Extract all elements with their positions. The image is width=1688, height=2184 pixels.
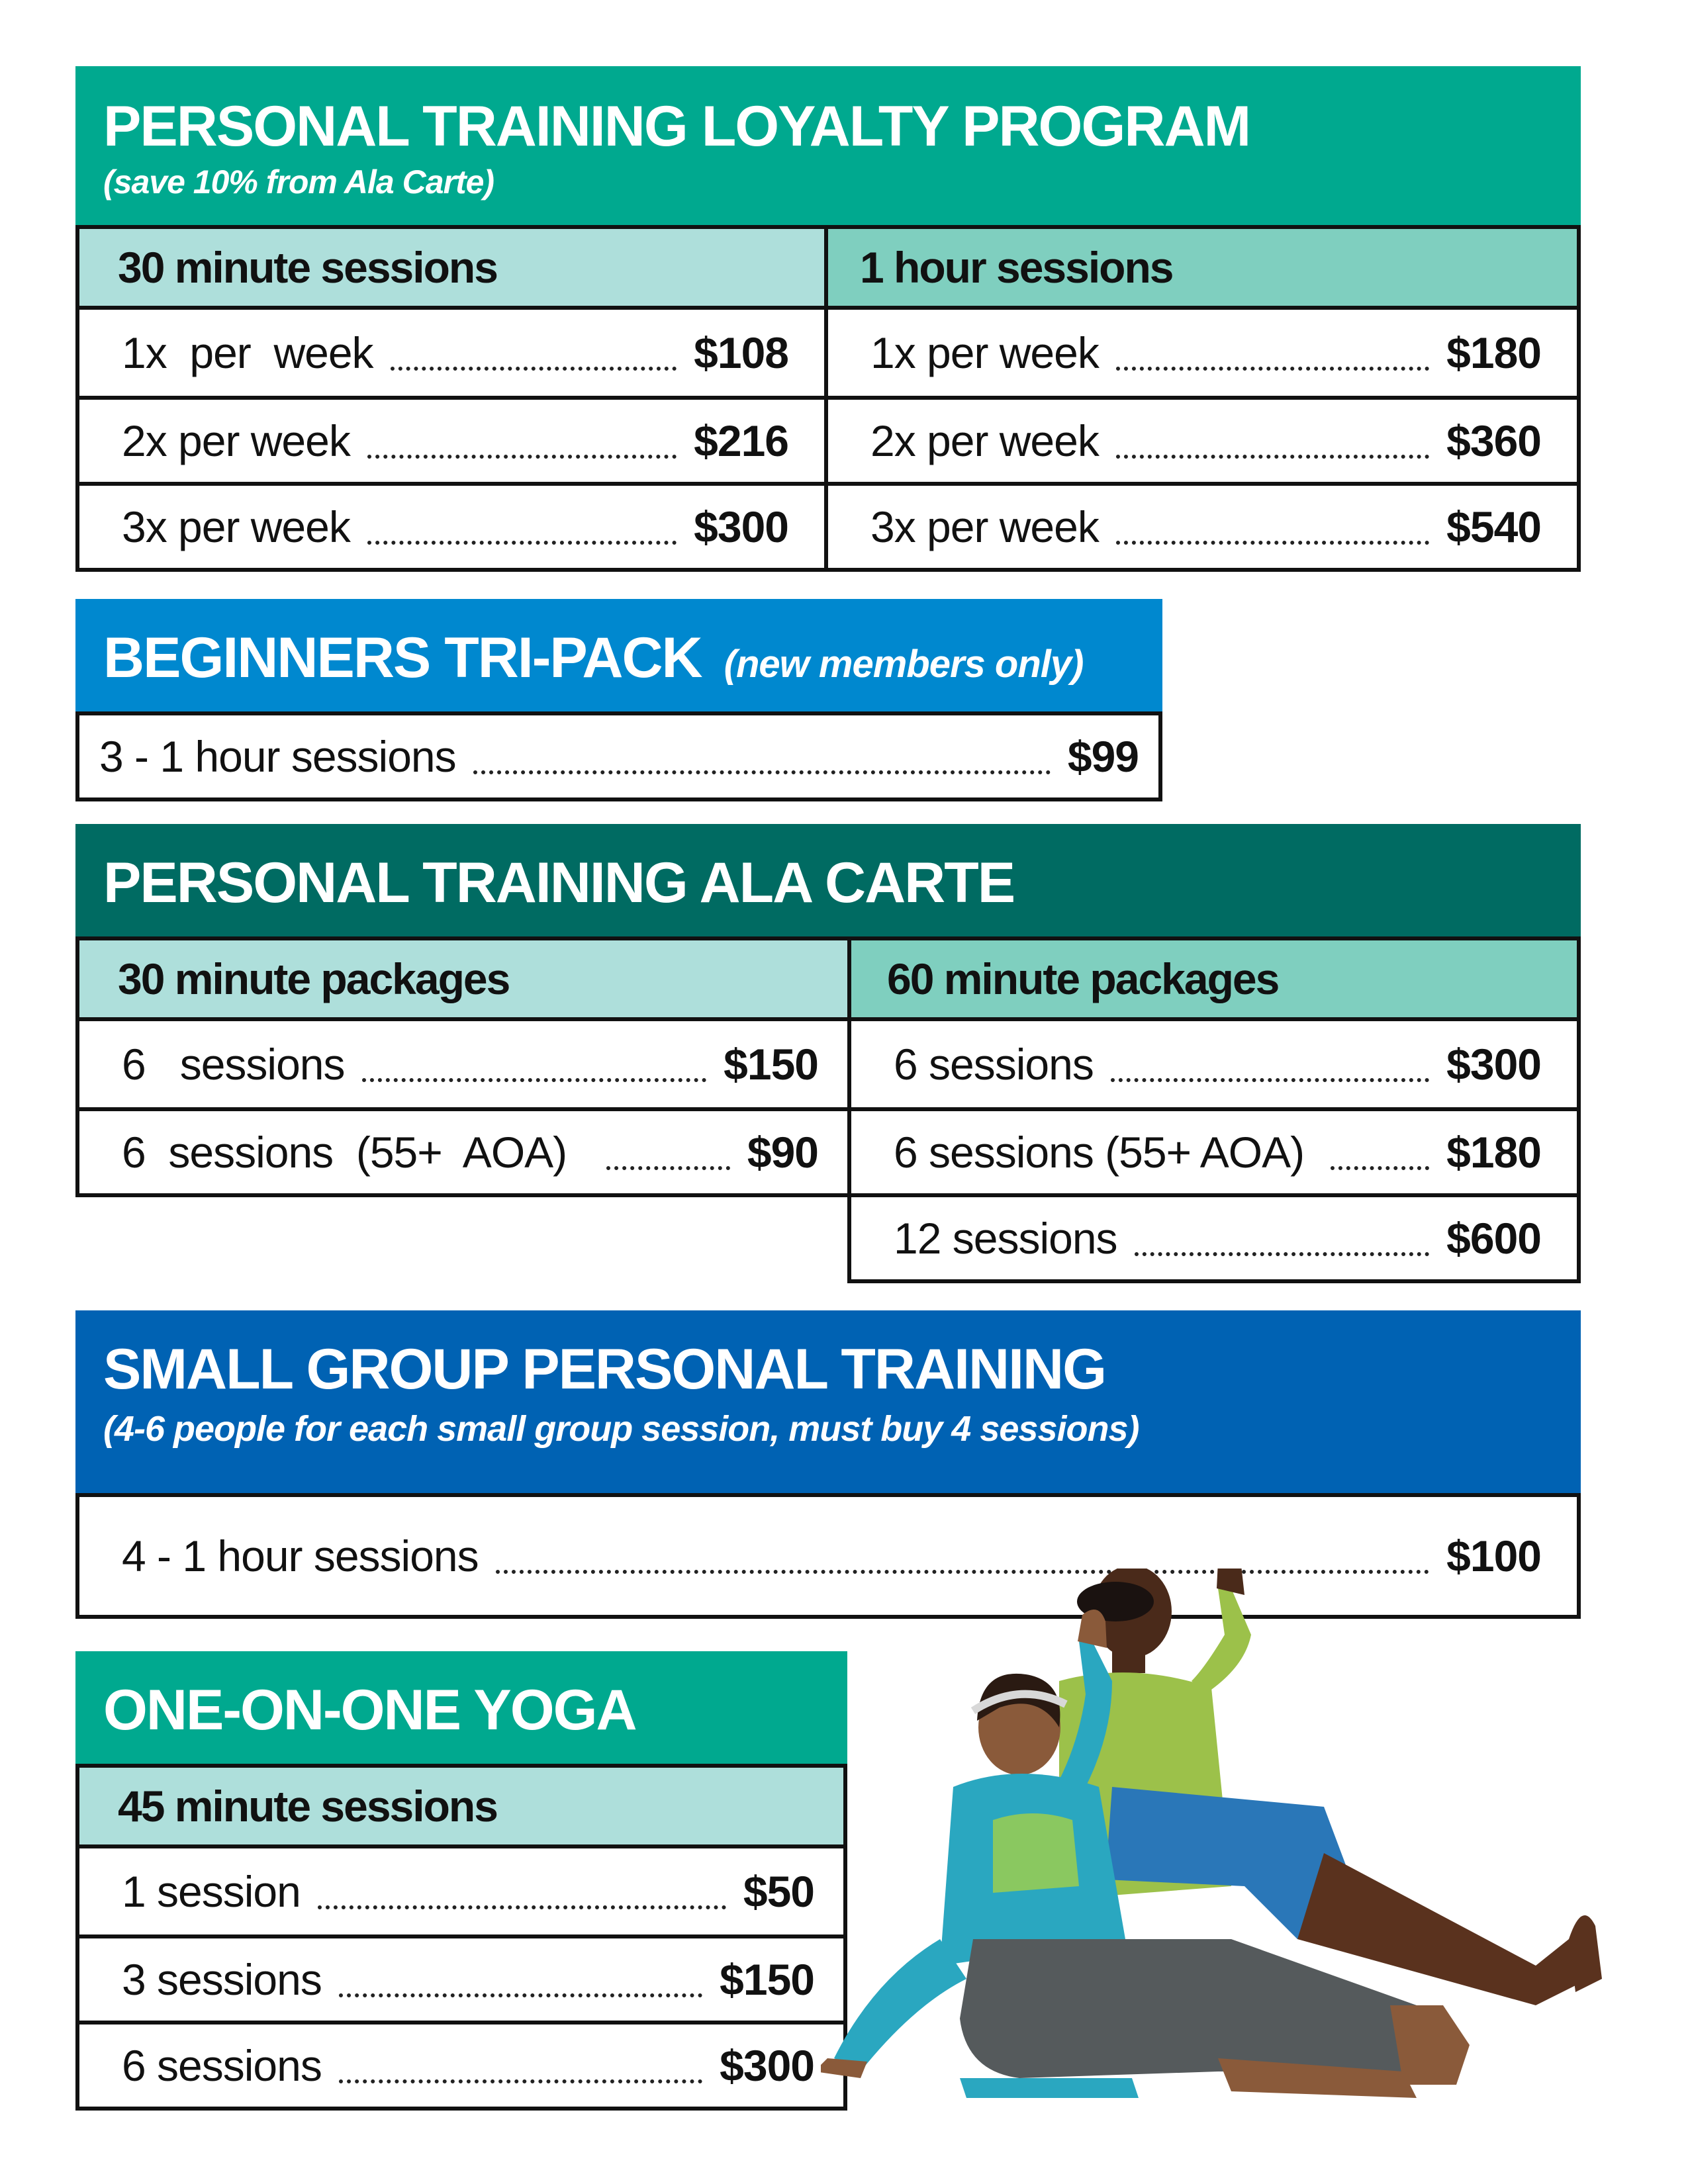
row-price: $99 xyxy=(1067,732,1139,781)
row-label: 2x per week xyxy=(122,416,350,465)
row-label: 3x per week xyxy=(122,502,350,551)
row-label: 3 - 1 hour sessions xyxy=(99,732,456,781)
dot-leader xyxy=(1111,1078,1429,1082)
column-heading: 60 minute packages xyxy=(851,940,1577,1021)
row-price: $300 xyxy=(720,2041,814,2090)
price-row xyxy=(79,310,824,396)
column-heading: 1 hour sessions xyxy=(828,229,1577,310)
price-row xyxy=(828,396,1577,482)
row-price: $100 xyxy=(1446,1531,1541,1580)
price-row xyxy=(79,2021,843,2107)
dot-leader xyxy=(606,1166,730,1170)
row-price: $180 xyxy=(1446,328,1541,377)
column-heading: 45 minute sessions xyxy=(79,1768,843,1848)
loyalty-1-hour-column xyxy=(824,229,1577,568)
row-label: 1x per week xyxy=(870,328,1099,377)
yoga-banner xyxy=(75,1651,847,1764)
row-label: 3x per week xyxy=(870,502,1099,551)
price-row xyxy=(851,1021,1577,1107)
yoga-section xyxy=(75,1651,847,2111)
dot-leader xyxy=(1331,1166,1429,1170)
price-row xyxy=(79,715,1158,797)
dot-leader xyxy=(318,1905,726,1909)
row-label: 3 sessions xyxy=(122,1955,322,2004)
price-row xyxy=(79,1934,843,2021)
section-title: ONE-ON-ONE YOGA xyxy=(103,1678,636,1742)
tripack-section xyxy=(75,599,1162,801)
dot-leader xyxy=(339,2079,702,2083)
row-price: $600 xyxy=(1446,1214,1541,1263)
alacarte-30-minute-column xyxy=(75,936,847,1197)
dot-leader xyxy=(1116,541,1429,545)
dot-leader xyxy=(1116,367,1429,371)
row-label: 1x per week xyxy=(122,328,373,377)
loyalty-program-section xyxy=(75,66,1581,572)
row-label: 4 - 1 hour sessions xyxy=(122,1531,479,1580)
row-price: $150 xyxy=(720,1955,814,2004)
alacarte-section xyxy=(75,824,1581,1283)
row-label: 6 sessions xyxy=(122,1040,345,1089)
tripack-note: (new members only) xyxy=(724,643,1084,686)
tripack-title: BEGINNERS TRI-PACK xyxy=(103,626,702,690)
row-label: 6 sessions (55+ AOA) xyxy=(894,1128,1305,1177)
loyalty-price-table xyxy=(75,225,1581,572)
alacarte-banner xyxy=(75,824,1581,936)
price-row xyxy=(79,1021,847,1107)
row-price: $50 xyxy=(743,1867,814,1916)
row-price: $360 xyxy=(1446,416,1541,465)
loyalty-program-banner xyxy=(75,66,1581,225)
yoga-price-table xyxy=(75,1764,847,2111)
tripack-banner xyxy=(75,599,1162,711)
row-price: $90 xyxy=(747,1128,818,1177)
section-title: PERSONAL TRAINING LOYALTY PROGRAM xyxy=(103,95,1250,158)
row-label: 12 sessions xyxy=(894,1214,1117,1263)
column-heading: 30 minute packages xyxy=(79,940,847,1021)
row-price: $216 xyxy=(694,416,788,465)
dot-leader xyxy=(367,455,677,459)
price-row xyxy=(828,482,1577,568)
dot-leader xyxy=(339,1993,702,1997)
dot-leader xyxy=(391,367,677,371)
dot-leader xyxy=(362,1078,707,1082)
dot-leader xyxy=(1116,455,1429,459)
loyalty-30-minute-column xyxy=(79,229,824,568)
row-price: $300 xyxy=(694,502,788,551)
row-price: $300 xyxy=(1446,1040,1541,1089)
alacarte-60-minute-column xyxy=(847,936,1581,1283)
section-title: SMALL GROUP PERSONAL TRAINING xyxy=(103,1338,1106,1401)
row-label: 6 sessions (55+ AOA) xyxy=(122,1128,567,1177)
row-label: 1 session xyxy=(122,1867,301,1916)
price-row xyxy=(79,396,824,482)
row-price: $540 xyxy=(1446,502,1541,551)
row-label: 6 sessions xyxy=(122,2041,322,2090)
price-row xyxy=(79,1848,843,1934)
column-heading: 30 minute sessions xyxy=(79,229,824,310)
fitness-couple-photo xyxy=(821,1569,1642,2138)
price-row xyxy=(79,482,824,568)
section-title: PERSONAL TRAINING ALA CARTE xyxy=(103,851,1015,915)
dot-leader xyxy=(1135,1252,1430,1256)
row-price: $150 xyxy=(724,1040,818,1089)
price-row xyxy=(828,310,1577,396)
price-row xyxy=(851,1107,1577,1193)
alacarte-price-table xyxy=(75,936,1581,1283)
section-subtitle: (save 10% from Ala Carte) xyxy=(103,163,494,201)
dot-leader xyxy=(367,541,677,545)
row-label: 6 sessions xyxy=(894,1040,1094,1089)
price-row xyxy=(851,1193,1577,1279)
tripack-price-table xyxy=(75,711,1162,801)
row-label: 2x per week xyxy=(870,416,1099,465)
dot-leader xyxy=(473,770,1051,774)
small-group-banner xyxy=(75,1310,1581,1493)
row-price: $108 xyxy=(694,328,788,377)
row-price: $180 xyxy=(1446,1128,1541,1177)
section-title xyxy=(103,626,1084,690)
section-subtitle: (4-6 people for each small group session, must buy 4 sessions) xyxy=(103,1409,1139,1449)
price-row xyxy=(79,1107,847,1193)
